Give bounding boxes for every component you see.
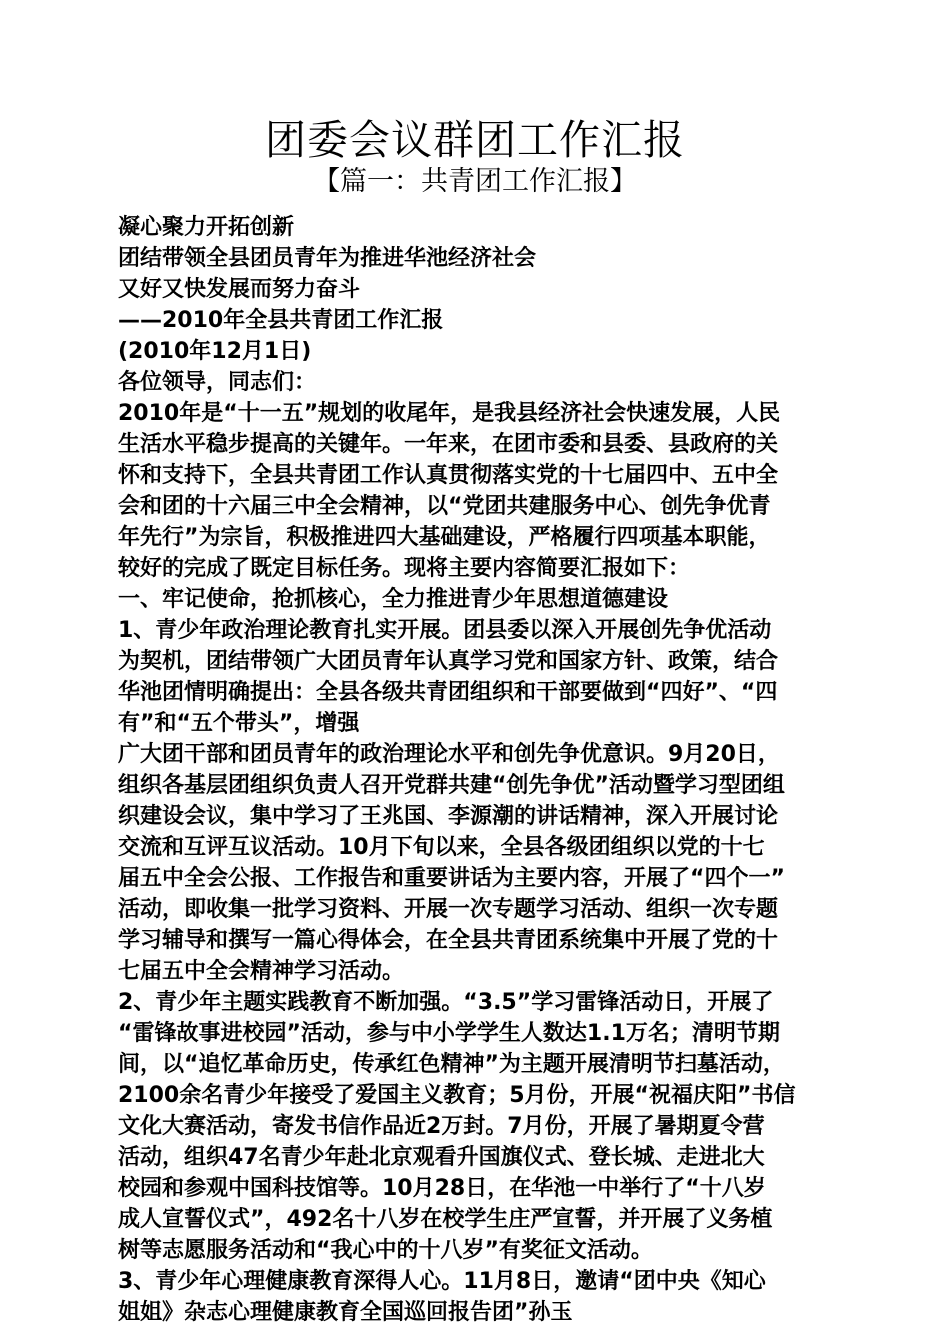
paragraph-line: 组织各基层团组织负责人召开党群共建“创先争优”活动暨学习型团组	[118, 773, 785, 798]
document-body	[118, 212, 838, 1328]
salutation-line: 各位领导，同志们：	[118, 370, 317, 395]
paragraph-line: 有”和“五个带头”，增强	[118, 711, 360, 736]
paragraph-line: 为契机，团结带领广大团员青年认真学习党和国家方针、政策，结合	[118, 649, 779, 674]
paragraph-line: “雷锋故事进校园”活动，参与中小学学生人数达1.1万名；清明节期	[118, 1021, 780, 1046]
paragraph-line: 成人宣誓仪式”，492名十八岁在校学生庄严宣誓，并开展了义务植	[118, 1207, 773, 1232]
heading-line: ——2010年全县共青团工作汇报	[118, 308, 444, 333]
paragraph-line: 间，以“追忆革命历史，传承红色精神”为主题开展清明节扫墓活动，	[118, 1052, 785, 1077]
heading-line: 团结带领全县团员青年为推进华池经济社会	[118, 246, 537, 271]
paragraph-line: 生活水平稳步提高的关键年。一年来，在团市委和县委、县政府的关	[118, 432, 779, 457]
paragraph-line: 3、青少年心理健康教育深得人心。11月8日，邀请“团中央《知心	[118, 1269, 766, 1294]
paragraph-line: 年先行”为宗旨，积极推进四大基础建设，严格履行四项基本职能，	[118, 525, 771, 550]
document-subtitle: 【篇一：共青团工作汇报】	[313, 166, 637, 197]
paragraph-line: 2、青少年主题实践教育不断加强。“3.5”学习雷锋活动日，开展了	[118, 990, 774, 1015]
paragraph-line: 学习辅导和撰写一篇心得体会，在全县共青团系统集中开展了党的十	[118, 928, 779, 953]
paragraph-line: 2100余名青少年接受了爱国主义教育；5月份，开展“祝福庆阳”书信	[118, 1083, 796, 1108]
paragraph-line: 届五中全会公报、工作报告和重要讲话为主要内容，开展了“四个一”	[118, 866, 785, 891]
paragraph-line: 活动，组织47名青少年赴北京观看升国旗仪式、登长城、走进北大	[118, 1145, 765, 1170]
heading-line: 又好又快发展而努力奋斗	[118, 277, 361, 302]
paragraph-line: 织建设会议，集中学习了王兆国、李源潮的讲话精神，深入开展讨论	[118, 804, 779, 829]
paragraph-line: 活动，即收集一批学习资料、开展一次专题学习活动、组织一次专题	[118, 897, 779, 922]
paragraph-line: 树等志愿服务活动和“我心中的十八岁”有奖征文活动。	[118, 1238, 653, 1263]
date-line: (2010年12月1日)	[118, 339, 312, 364]
heading-line: 凝心聚力开拓创新	[118, 215, 295, 240]
paragraph-line: 1、青少年政治理论教育扎实开展。团县委以深入开展创先争优活动	[118, 618, 772, 643]
document-title: 团委会议群团工作汇报	[265, 116, 685, 164]
paragraph-line: 2010年是“十一五”规划的收尾年，是我县经济社会快速发展，人民	[118, 401, 781, 426]
paragraph-line: 交流和互评互议活动。10月下旬以来，全县各级团组织以党的十七	[118, 835, 765, 860]
paragraph-line: 文化大赛活动，寄发书信作品近2万封。7月份，开展了暑期夏令营	[118, 1114, 765, 1139]
paragraph-line: 会和团的十六届三中全会精神，以“党团共建服务中心、创先争优青	[118, 494, 771, 519]
paragraph-line: 较好的完成了既定目标任务。现将主要内容简要汇报如下：	[118, 556, 691, 581]
section-heading-line: 一、牢记使命，抢抓核心，全力推进青少年思想道德建设	[118, 587, 669, 612]
paragraph-line: 广大团干部和团员青年的政治理论水平和创先争优意识。9月20日，	[118, 742, 780, 767]
paragraph-line: 姐姐》杂志心理健康教育全国巡回报告团”孙玉	[118, 1300, 573, 1325]
paragraph-line: 华池团情明确提出：全县各级共青团组织和干部要做到“四好”、“四	[118, 680, 778, 705]
paragraph-line: 七届五中全会精神学习活动。	[118, 959, 405, 984]
paragraph-line: 校园和参观中国科技馆等。10月28日，在华池一中举行了“十八岁	[118, 1176, 766, 1201]
paragraph-line: 怀和支持下，全县共青团工作认真贯彻落实党的十七届四中、五中全	[118, 463, 779, 488]
